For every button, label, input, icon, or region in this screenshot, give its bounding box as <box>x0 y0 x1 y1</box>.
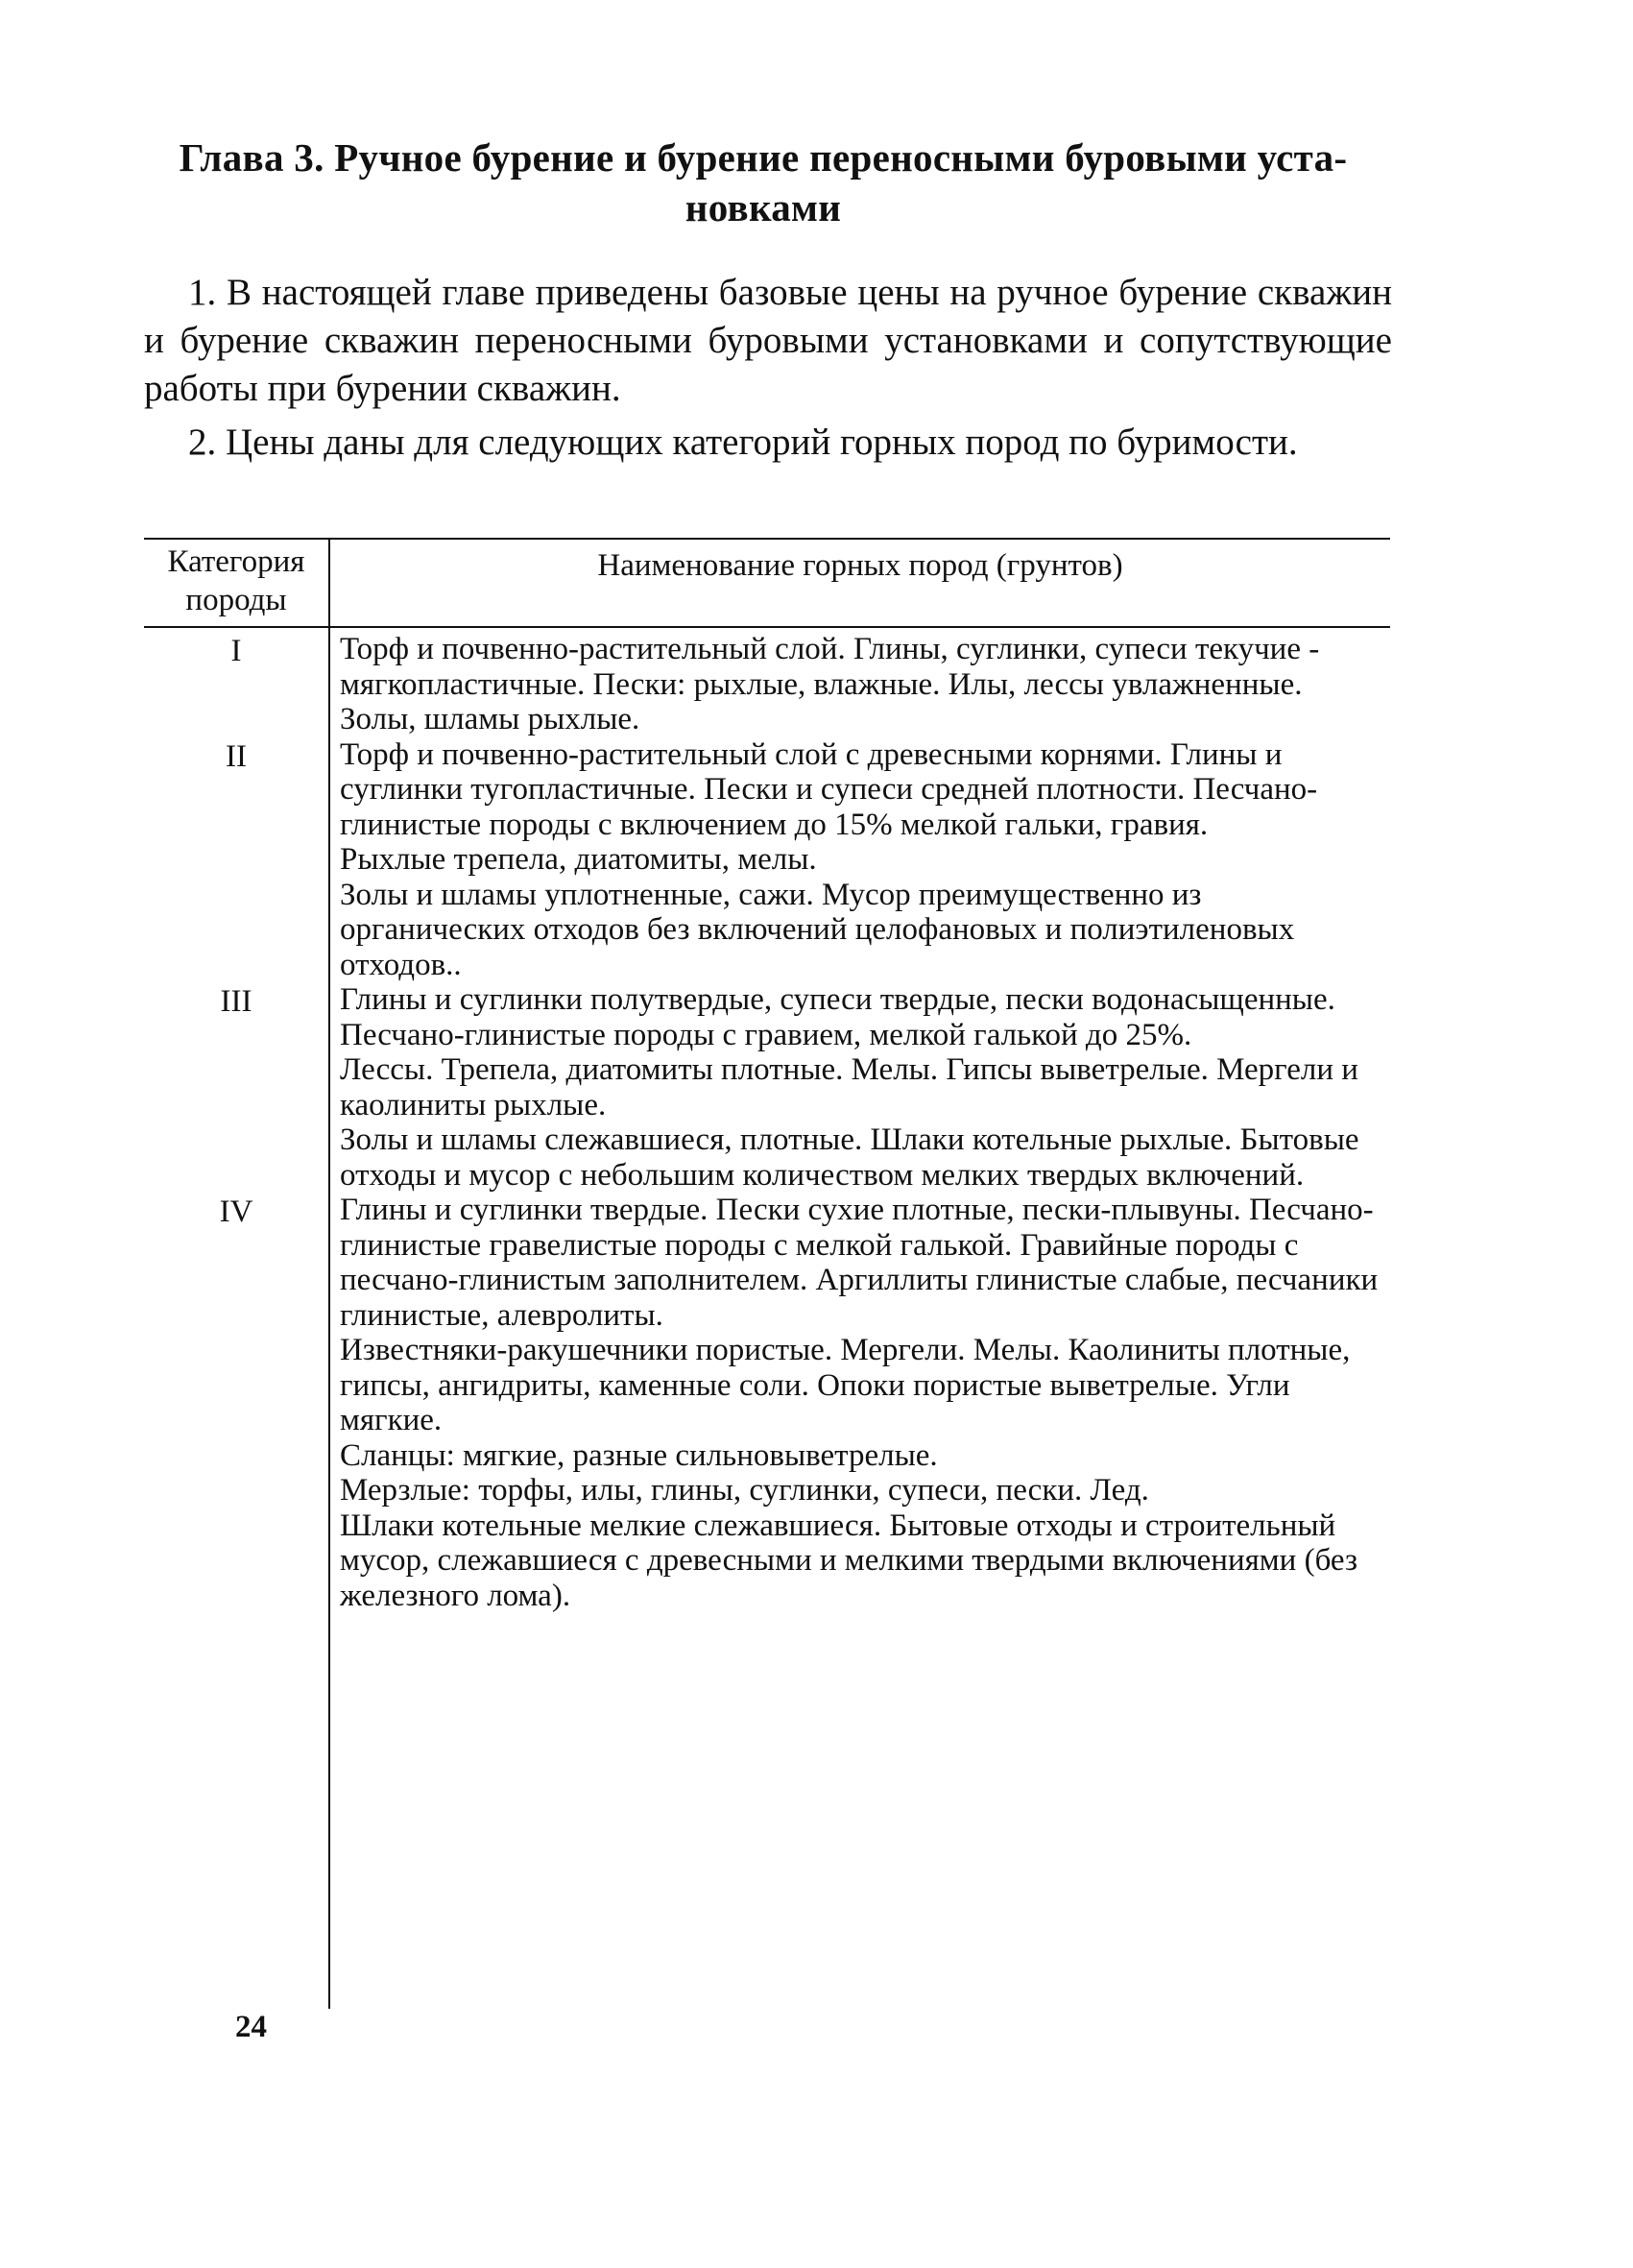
table-row <box>144 737 1390 983</box>
description-paragraph: Глины и суглинки полутвердые, супеси твердые, пески водонасыщенные. Песчано-глинистые породы с гравием, мелкой галькой до 25%. <box>340 982 1335 1052</box>
category-cell: IV <box>219 1194 253 1229</box>
category-cell: I <box>230 634 242 668</box>
description-paragraph: Известняки-ракушечники пористые. Мергели. Мелы. Каолиниты плотные, гипсы, ангидриты, каменные соли. Опоки пористые выветрелые. Угли мягкие. <box>340 1333 1351 1437</box>
table-row <box>144 982 1390 1193</box>
category-cell: II <box>226 738 247 774</box>
header-category: Категория породы <box>167 544 305 617</box>
table-top-rule <box>144 538 1390 540</box>
description-cell <box>328 1193 1381 1613</box>
description-cell <box>328 737 1381 983</box>
table-row <box>144 632 1390 737</box>
chapter-title-line-1: Глава 3. Ручное бурение и бурение переносными буровыми уста- <box>179 135 1348 180</box>
description-cell <box>328 632 1381 737</box>
description-paragraph: Золы и шламы уплотненные, сажи. Мусор преимущественно из органических отходов без включений целофановых и полиэтиленовых отходов.. <box>340 877 1295 982</box>
paragraph-2: 2. Цены даны для следующих категорий горных пород по буримости. <box>188 422 1298 463</box>
description-paragraph: Лессы. Трепела, диатомиты плотные. Мелы. Гипсы выветрелые. Мергели и каолиниты рыхлые. <box>340 1052 1358 1122</box>
table-header-rule <box>144 626 1390 628</box>
paragraph-1: 1. В настоящей главе приведены базовые цены на ручное бурение скважин и бурение скважин переносными буровыми установками и сопутствующие работы при бурении скважин. <box>144 272 1392 409</box>
description-paragraph: Сланцы: мягкие, разные сильновыветрелые. <box>340 1437 938 1473</box>
description-paragraph: Золы, шламы рыхлые. <box>340 702 640 736</box>
description-paragraph: Торф и почвенно-растительный слой. Глины, суглинки, супеси текучие - мягкопластичные. Пески: рыхлые, влажные. Илы, лессы увлажненные. <box>340 632 1320 702</box>
description-paragraph: Шлаки котельные мелкие слежавшиеся. Бытовые отходы и строительный мусор, слежавшиеся с древесными и мелкими твердыми включениями (без железного лома). <box>340 1508 1358 1613</box>
description-paragraph: Торф и почвенно-растительный слой с древесными корнями. Глины и суглинки тугопластичные. Пески и супеси средней плотности. Песчано-глинистые породы с включением до 15% мелкой гальки, гравия. <box>340 736 1318 842</box>
intro-text <box>144 269 1392 472</box>
table-body <box>144 632 1390 1613</box>
description-paragraph: Золы и шламы слежавшиеся, плотные. Шлаки котельные рыхлые. Бытовые отходы и мусор с небольшим количеством мелких твердых включений. <box>340 1122 1359 1193</box>
page-number: 24 <box>235 2010 267 2044</box>
table-row <box>144 1193 1390 1613</box>
description-paragraph: Мерзлые: торфы, илы, глины, суглинки, супеси, пески. Лед. <box>340 1473 1149 1508</box>
description-paragraph: Глины и суглинки твердые. Пески сухие плотные, пески-плывуны. Песчано-глинистые гравелистые породы с мелкой галькой. Гравийные породы с песчано-глинистым заполнителем. Аргиллиты глинистые слабые, песчаники глинистые, алевролиты. <box>340 1193 1379 1333</box>
category-cell: III <box>220 984 252 1019</box>
description-paragraph: Рыхлые трепела, диатомиты, мелы. <box>340 842 817 877</box>
chapter-title <box>144 133 1382 232</box>
header-rock-name: Наименование горных пород (грунтов) <box>597 548 1123 583</box>
description-cell <box>328 982 1381 1193</box>
chapter-title-line-2: новками <box>684 185 842 229</box>
